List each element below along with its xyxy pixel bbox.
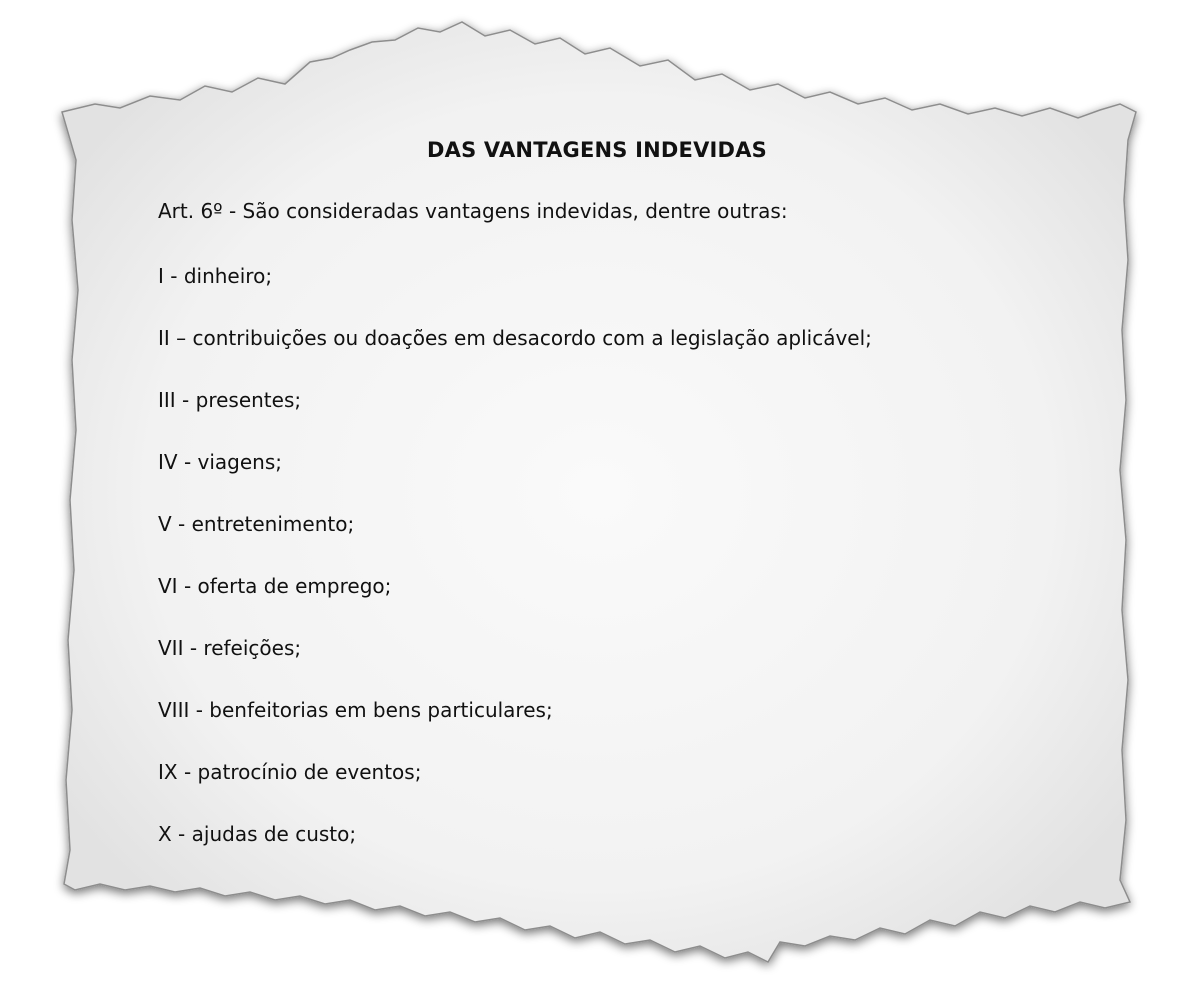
list-item: III - presentes;: [158, 388, 302, 412]
list-item: I - dinheiro;: [158, 264, 273, 288]
list-item: VIII - benfeitorias em bens particulares;: [158, 698, 553, 722]
list-item: II – contribuições ou doações em desacordo com a legislação aplicável;: [158, 326, 872, 350]
list-item: IV - viagens;: [158, 450, 282, 474]
article-intro: Art. 6º - São consideradas vantagens indevidas, dentre outras:: [158, 199, 788, 223]
list-item: V - entretenimento;: [158, 512, 355, 536]
list-item: IX - patrocínio de eventos;: [158, 760, 422, 784]
list-item: X - ajudas de custo;: [158, 822, 357, 846]
item-list: [158, 261, 872, 881]
section-heading: DAS VANTAGENS INDEVIDAS: [427, 138, 767, 162]
list-item: VII - refeições;: [158, 636, 302, 660]
list-item: VI - oferta de emprego;: [158, 574, 392, 598]
